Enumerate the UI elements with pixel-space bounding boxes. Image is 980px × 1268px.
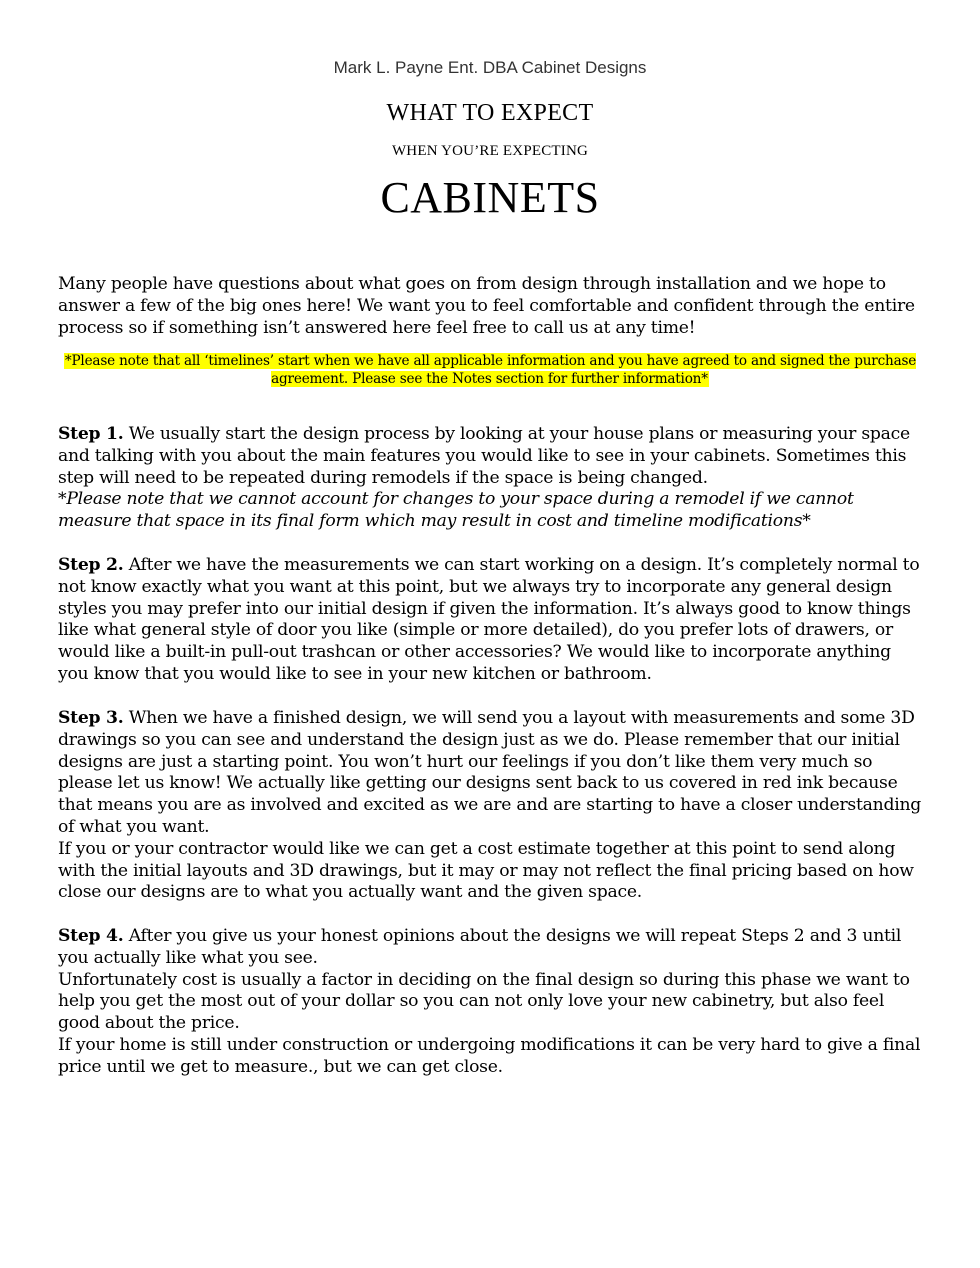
title-cabinets: CABINETS <box>380 173 600 222</box>
step-3-label: Step 3. <box>58 708 124 728</box>
step-3-text: When we have a finished design, we will send you a layout with measurements and some 3D drawings so you can see and understand the design just as we do. Please remember that our initial designs are just a starting point. You won’t hurt our feelings if you don’t like them very much so please let us know! We actually like getting our designs sent back to us covered in red ink because that means you are as involved and excited as we are and are starting to have a closer understanding of what you want. <box>58 708 922 837</box>
step-4-extra-2: If your home is still under construction or undergoing modifications it can be very hard to give a final price until we get to measure., but we can get close. <box>58 1034 921 1077</box>
company-name: Mark L. Payne Ent. DBA Cabinet Designs <box>333 58 647 77</box>
step-3-section <box>58 708 926 904</box>
step-1-section <box>58 424 926 533</box>
step-4-section <box>58 926 926 1079</box>
timeline-note <box>60 352 920 388</box>
step-4-extra-1: Unfortunately cost is usually a factor in deciding on the final design so during this phase we want to help you get the most out of your dollar so you can not only love your new cabinetry, but also feel good about the price. <box>58 969 910 1034</box>
step-3-paragraph <box>58 708 926 839</box>
step-2-label: Step 2. <box>58 555 124 575</box>
step-4-paragraph <box>58 926 926 970</box>
step-3-extra: If you or your contractor would like we can get a cost estimate together at this point to send along with the initial layouts and 3D drawings, but it may or may not reflect the final pricing based on how close our designs are to what you actually want and the given space. <box>58 838 914 903</box>
step-1-label: Step 1. <box>58 424 124 444</box>
step-2-section <box>58 555 926 686</box>
step-4-label: Step 4. <box>58 926 124 946</box>
timeline-note-text: *Please note that all ‘timelines’ start when we have all applicable information and you have agreed to and signed the purchase agreement. Please see the Notes section for further information* <box>64 353 917 387</box>
title-when-youre-expecting: WHEN YOU’RE EXPECTING <box>391 143 589 159</box>
step-1-text: We usually start the design process by looking at your house plans or measuring your space and talking with you about the main features you would like to see in your cabinets. Sometimes this step will need to be repeated during remodels if the space is being changed. <box>58 424 910 488</box>
intro-paragraph <box>58 274 926 339</box>
step-1-paragraph <box>58 424 926 489</box>
title-what-to-expect: WHAT TO EXPECT <box>386 100 594 126</box>
step-2-paragraph <box>58 555 926 686</box>
step-4-text: After you give us your honest opinions about the designs we will repeat Steps 2 and 3 until you actually like what you see. <box>58 926 902 968</box>
step-2-text: After we have the measurements we can start working on a design. It’s completely normal to not know exactly what you want at this point, but we always try to incorporate any general design styles you may prefer into our initial design if given the information. It’s always good to know things like what general style of door you like (simple or more detailed), do you prefer lots of drawers, or would like a built-in pull-out trashcan or other accessories? We would like to incorporate anything you know that you would like to see in your new kitchen or bathroom. <box>58 555 920 684</box>
intro-text: Many people have questions about what goes on from design through installation and we hope to answer a few of the big ones here! We want you to feel comfortable and confident through the entire process so if something isn’t answered here feel free to call us at any time! <box>58 274 915 338</box>
step-1-note: *Please note that we cannot account for changes to your space during a remodel if we cannot measure that space in its final form which may result in cost and timeline modifications* <box>58 489 854 532</box>
